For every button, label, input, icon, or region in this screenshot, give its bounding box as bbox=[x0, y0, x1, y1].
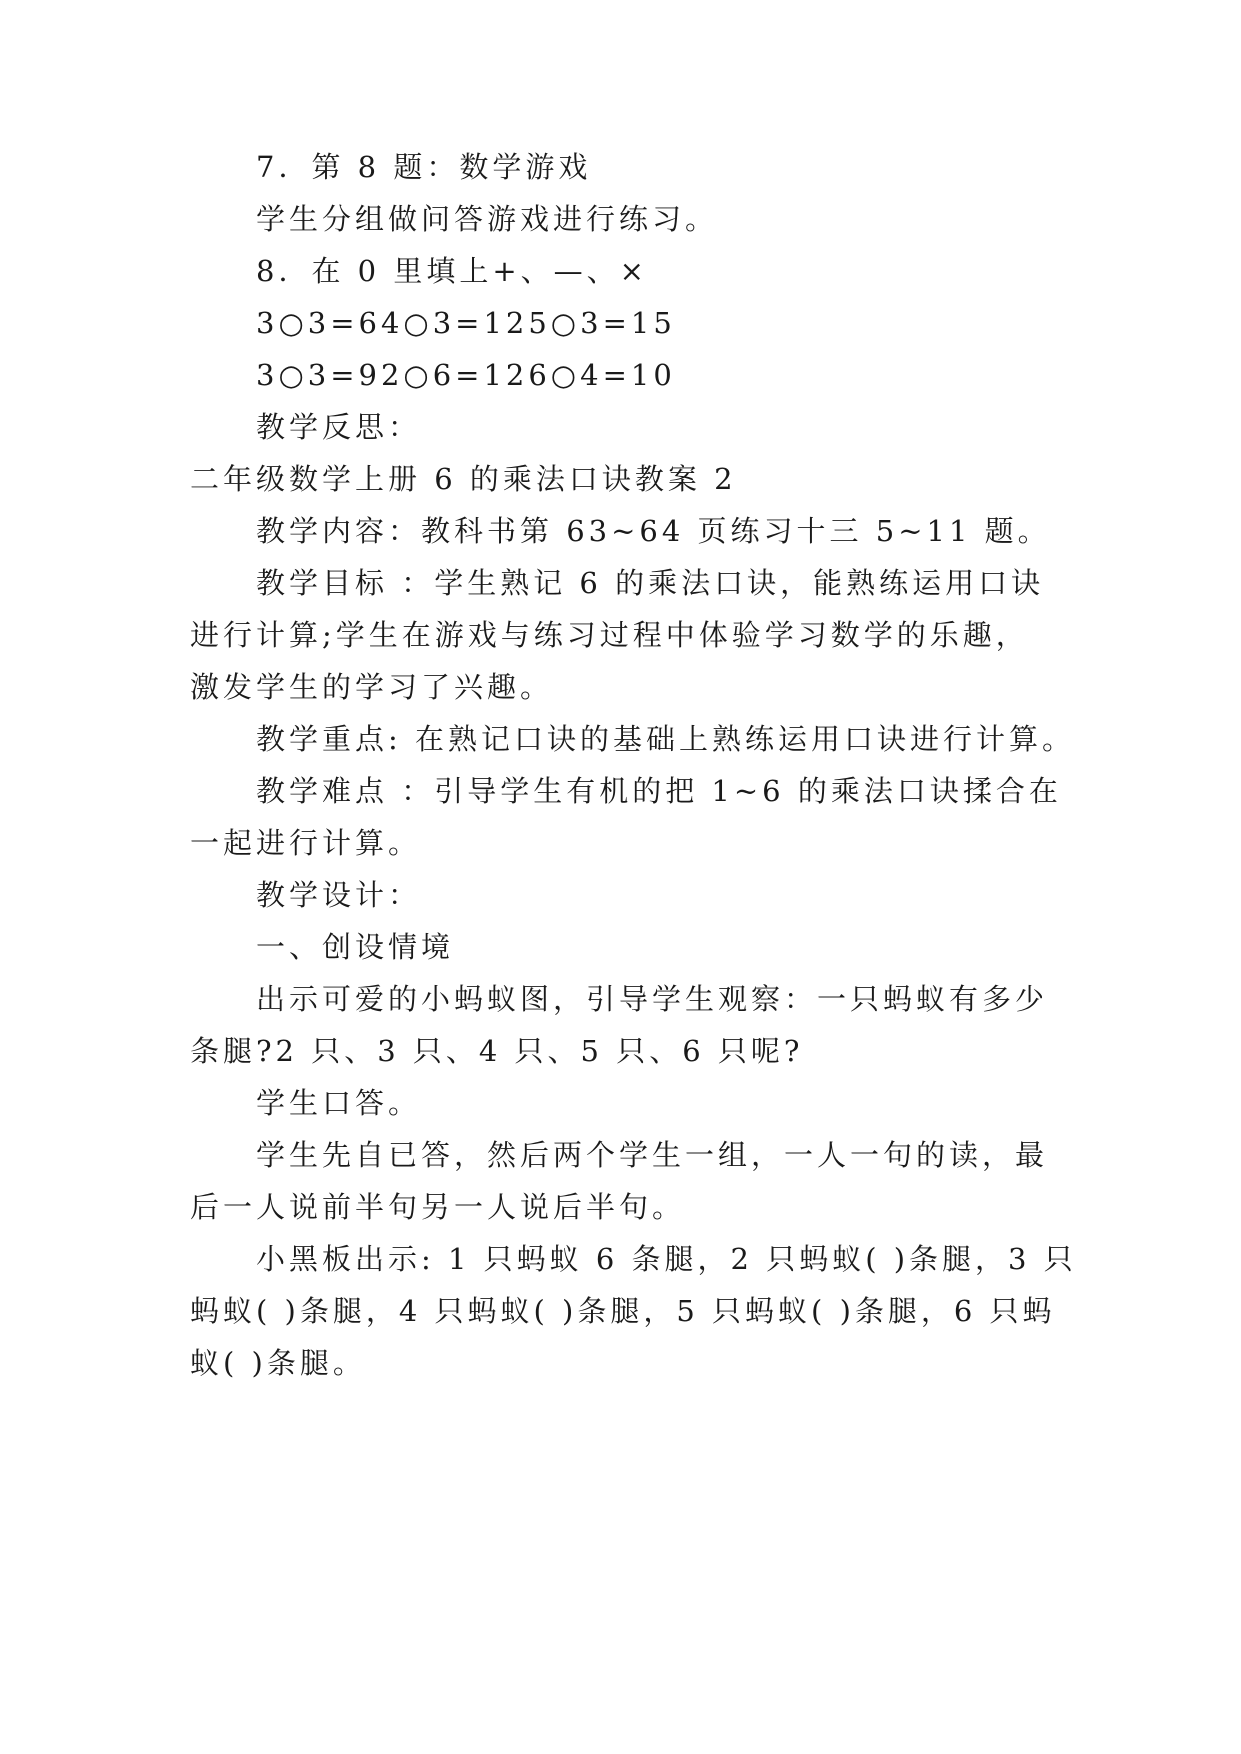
paragraph-continuation: 后一人说前半句另一人说后半句。 bbox=[190, 1190, 686, 1224]
paragraph-continuation: 蚂蚁( )条腿，4 只蚂蚁( )条腿，5 只蚂蚁( )条腿，6 只蚂 bbox=[190, 1294, 1056, 1328]
item-7-heading: 7．第 8 题：数学游戏 bbox=[256, 150, 592, 184]
paragraph-continuation: 激发学生的学习了兴趣。 bbox=[190, 670, 554, 704]
paragraph: 学生先自已答，然后两个学生一组，一人一句的读，最 bbox=[256, 1138, 1049, 1172]
item-8-heading: 8．在 0 里填上+、—、× bbox=[256, 254, 648, 288]
paragraph-continuation: 蚁( )条腿。 bbox=[190, 1346, 366, 1380]
section-label: 教学设计： bbox=[256, 878, 422, 912]
section-label: 教学反思： bbox=[256, 410, 422, 444]
equation-line: 3○3=64○3=125○3=15 bbox=[256, 306, 676, 340]
paragraph-continuation: 条腿?2 只、3 只、4 只、5 只、6 只呢? bbox=[190, 1034, 804, 1068]
paragraph: 教学目标 ：学生熟记 6 的乘法口诀，能熟练运用口诀 bbox=[256, 566, 1045, 600]
equation-line: 3○3=92○6=126○4=10 bbox=[256, 358, 676, 392]
paragraph: 教学难点 ：引导学生有机的把 1~6 的乘法口诀揉合在 bbox=[256, 774, 1062, 808]
paragraph: 教学重点: 在熟记口诀的基础上熟练运用口诀进行计算。 bbox=[256, 722, 1075, 756]
document-title: 二年级数学上册 6 的乘法口诀教案 2 bbox=[190, 462, 737, 496]
paragraph: 学生分组做问答游戏进行练习。 bbox=[256, 202, 719, 236]
section-heading: 一、创设情境 bbox=[256, 930, 455, 964]
paragraph: 教学内容：教科书第 63~64 页练习十三 5~11 题。 bbox=[256, 514, 1051, 548]
paragraph: 出示可爱的小蚂蚁图，引导学生观察：一只蚂蚁有多少 bbox=[256, 982, 1049, 1016]
paragraph: 学生口答。 bbox=[256, 1086, 422, 1120]
paragraph-continuation: 一起进行计算。 bbox=[190, 826, 422, 860]
paragraph-continuation: 进行计算;学生在游戏与练习过程中体验学习数学的乐趣， bbox=[190, 618, 1029, 652]
paragraph: 小黑板出示: 1 只蚂蚁 6 条腿，2 只蚂蚁( )条腿，3 只 bbox=[256, 1242, 1077, 1276]
